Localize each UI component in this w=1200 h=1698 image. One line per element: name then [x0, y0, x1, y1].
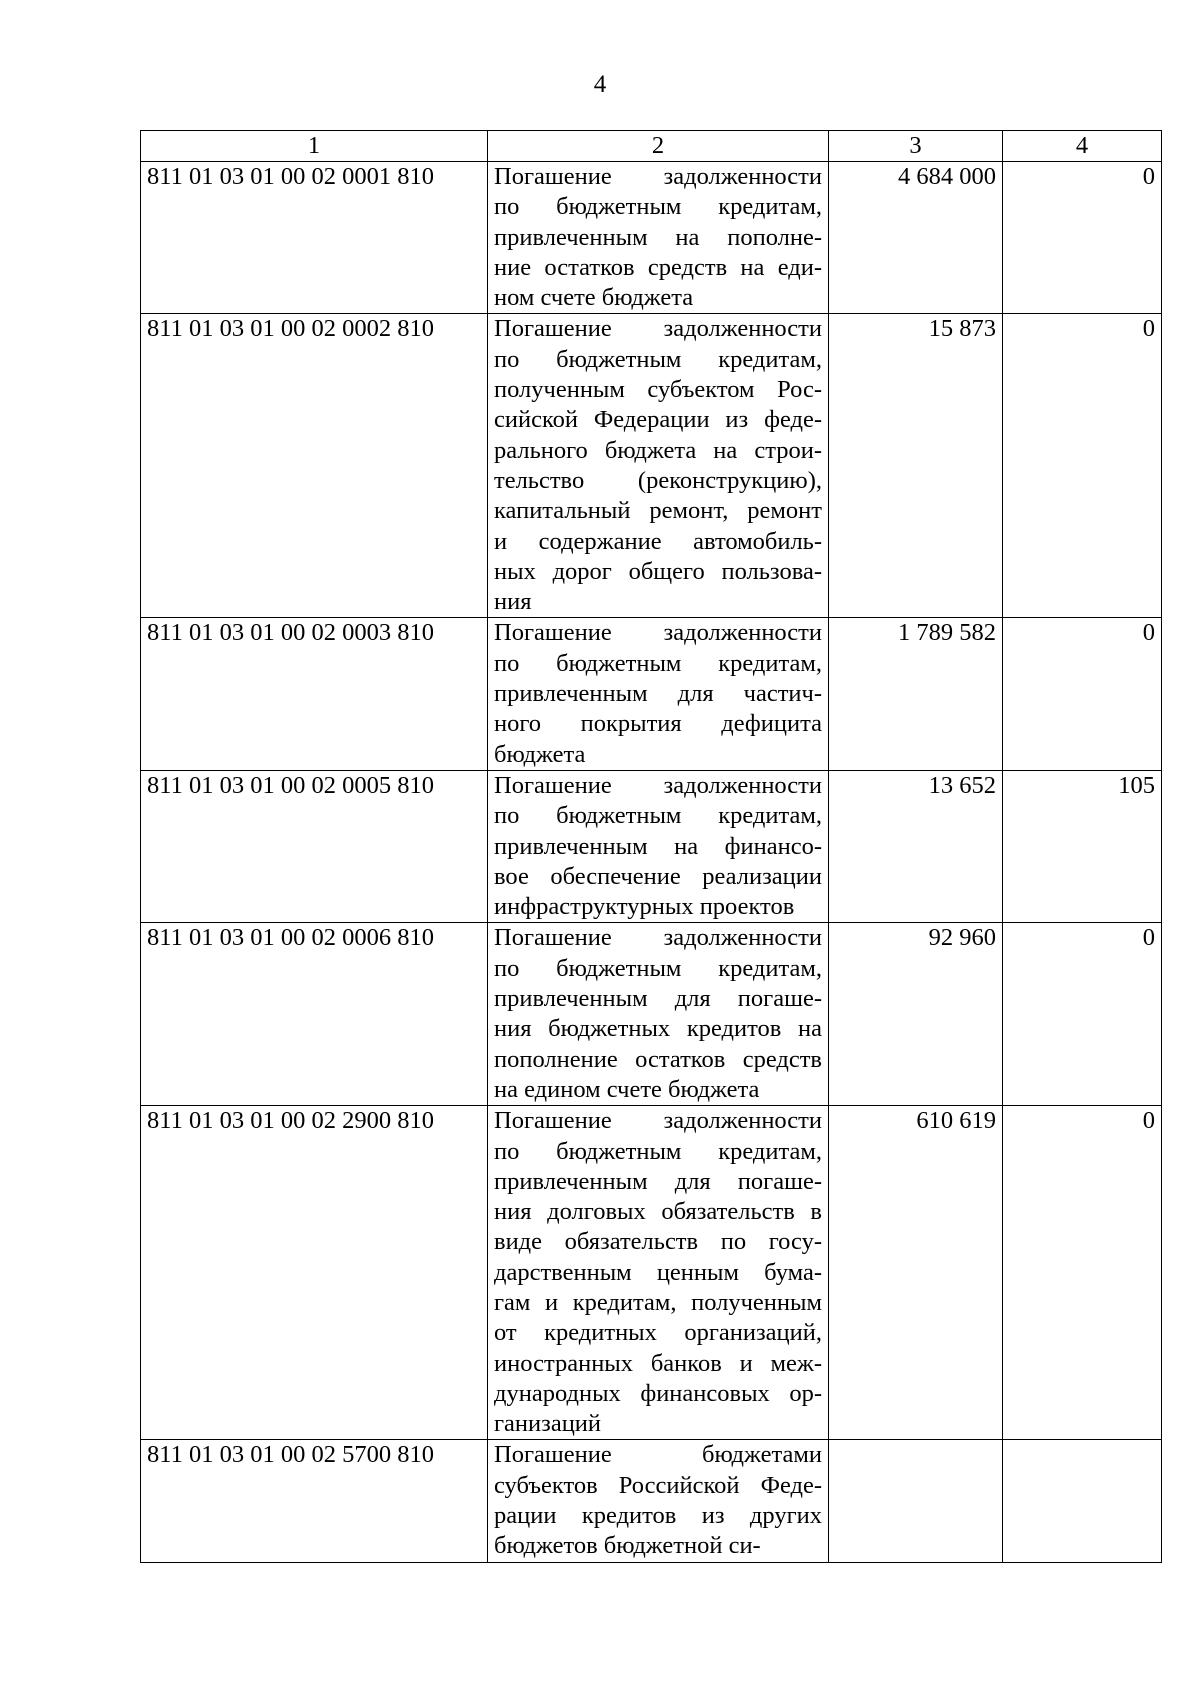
description-line: привлеченным на финансо- [494, 832, 822, 860]
row-col4-value [1003, 1106, 1162, 1440]
description-line: по бюджетным кредитам, [494, 802, 822, 830]
description-line: дународных финансовых ор- [494, 1379, 822, 1407]
row-code: 811 01 03 01 00 02 5700 810 [141, 1440, 488, 1562]
col3-value: 92 960 [928, 924, 996, 952]
description-line: виде обязательств по госу- [494, 1228, 822, 1256]
table-row [141, 314, 1162, 618]
row-code: 811 01 03 01 00 02 0001 810 [141, 162, 488, 314]
description-line: бюджета [494, 740, 586, 768]
table-row [141, 923, 1162, 1106]
row-description [488, 618, 829, 770]
description-line: привлеченным для погаше- [494, 1167, 822, 1195]
col3-value: 1 789 582 [898, 619, 996, 647]
description-line: ном счете бюджета [494, 284, 694, 312]
budget-table [140, 130, 1162, 1563]
description-line: тельство (реконструкцию), [494, 466, 822, 494]
header-row [141, 131, 1162, 162]
description-line: Погашение задолженности [494, 619, 822, 647]
row-col3-value [829, 1106, 1003, 1440]
table-row [141, 162, 1162, 314]
row-description [488, 770, 829, 922]
table-row [141, 618, 1162, 770]
col4-value: 0 [1142, 315, 1155, 343]
col3-value: 15 873 [928, 315, 996, 343]
description-line: дарственным ценным бума- [494, 1258, 822, 1286]
description-line: субъектов Российской Феде- [494, 1471, 822, 1499]
row-code: 811 01 03 01 00 02 0005 810 [141, 770, 488, 922]
description-line: иностранных банков и меж- [494, 1349, 822, 1377]
header-col-3: 3 [829, 131, 1003, 162]
description-line: Погашение задолженности [494, 771, 822, 799]
description-line: ния бюджетных кредитов на [494, 1015, 822, 1043]
description-line: и содержание автомобиль- [494, 527, 822, 555]
description-line: бюджетов бюджетной си- [494, 1532, 761, 1560]
row-col4-value [1003, 618, 1162, 770]
description-line: Погашение задолженности [494, 315, 822, 343]
col4-value: 105 [1118, 771, 1155, 799]
description-line: вое обеспечение реализации [494, 862, 822, 890]
row-col3-value [829, 923, 1003, 1106]
description-line: ние остатков средств на еди- [494, 253, 822, 281]
description-line: по бюджетным кредитам, [494, 954, 822, 982]
col4-value: 0 [1142, 163, 1155, 190]
description-line: привлеченным для частич- [494, 680, 822, 708]
description-line: по бюджетным кредитам, [494, 1137, 822, 1165]
description-line: рального бюджета на строи- [494, 436, 822, 464]
col4-value: 0 [1142, 924, 1155, 952]
col3-value: 610 619 [916, 1107, 996, 1135]
row-description [488, 923, 829, 1106]
description-line: ных дорог общего пользова- [494, 557, 822, 585]
row-code: 811 01 03 01 00 02 0003 810 [141, 618, 488, 770]
header-col-2: 2 [488, 131, 829, 162]
header-col-1: 1 [141, 131, 488, 162]
row-col4-value [1003, 923, 1162, 1106]
header-col-4: 4 [1003, 131, 1162, 162]
col4-value: 0 [1142, 619, 1155, 647]
row-code: 811 01 03 01 00 02 0002 810 [141, 314, 488, 618]
description-line: ния [494, 588, 532, 616]
row-description [488, 1106, 829, 1440]
description-line: инфраструктурных проектов [494, 893, 795, 921]
table-row [141, 770, 1162, 922]
description-line: полученным субъектом Рос- [494, 376, 822, 404]
description-line: привлеченным на пополне- [494, 223, 822, 251]
description-line: Погашение задолженности [494, 163, 822, 190]
description-line: на едином счете бюджета [494, 1075, 760, 1103]
table-row [141, 1106, 1162, 1440]
row-col4-value [1003, 770, 1162, 922]
description-line: Погашение бюджетами [494, 1441, 822, 1469]
row-col3-value [829, 314, 1003, 618]
row-col3-value [829, 162, 1003, 314]
description-line: капитальный ремонт, ремонт [494, 497, 822, 525]
page-number: 4 [593, 71, 607, 98]
description-line: от кредитных организаций, [494, 1319, 822, 1347]
row-col3-value [829, 1440, 1003, 1562]
row-col4-value [1003, 162, 1162, 314]
row-col3-value [829, 770, 1003, 922]
col4-value: 0 [1142, 1107, 1155, 1135]
description-line: Погашение задолженности [494, 924, 822, 952]
table-body [141, 162, 1162, 1563]
description-line: рации кредитов из других [494, 1502, 822, 1530]
description-line: ния долговых обязательств в [494, 1198, 822, 1226]
description-line: по бюджетным кредитам, [494, 649, 822, 677]
description-line: привлеченным для погаше- [494, 985, 822, 1013]
description-line: ганизаций [494, 1410, 602, 1438]
description-line: Погашение задолженности [494, 1107, 822, 1135]
row-col4-value [1003, 1440, 1162, 1562]
description-line: пополнение остатков средств [494, 1045, 822, 1073]
row-description [488, 314, 829, 618]
table-row [141, 1440, 1162, 1562]
description-line: сийской Федерации из феде- [494, 406, 822, 434]
col3-value: 13 652 [928, 771, 996, 799]
row-description [488, 162, 829, 314]
description-line: ного покрытия дефицита [494, 710, 822, 738]
description-line: гам и кредитам, полученным [494, 1288, 822, 1316]
description-line: по бюджетным кредитам, [494, 193, 822, 221]
row-code: 811 01 03 01 00 02 2900 810 [141, 1106, 488, 1440]
row-code: 811 01 03 01 00 02 0006 810 [141, 923, 488, 1106]
description-line: по бюджетным кредитам, [494, 345, 822, 373]
row-description [488, 1440, 829, 1562]
row-col3-value [829, 618, 1003, 770]
col3-value: 4 684 000 [898, 163, 996, 190]
row-col4-value [1003, 314, 1162, 618]
